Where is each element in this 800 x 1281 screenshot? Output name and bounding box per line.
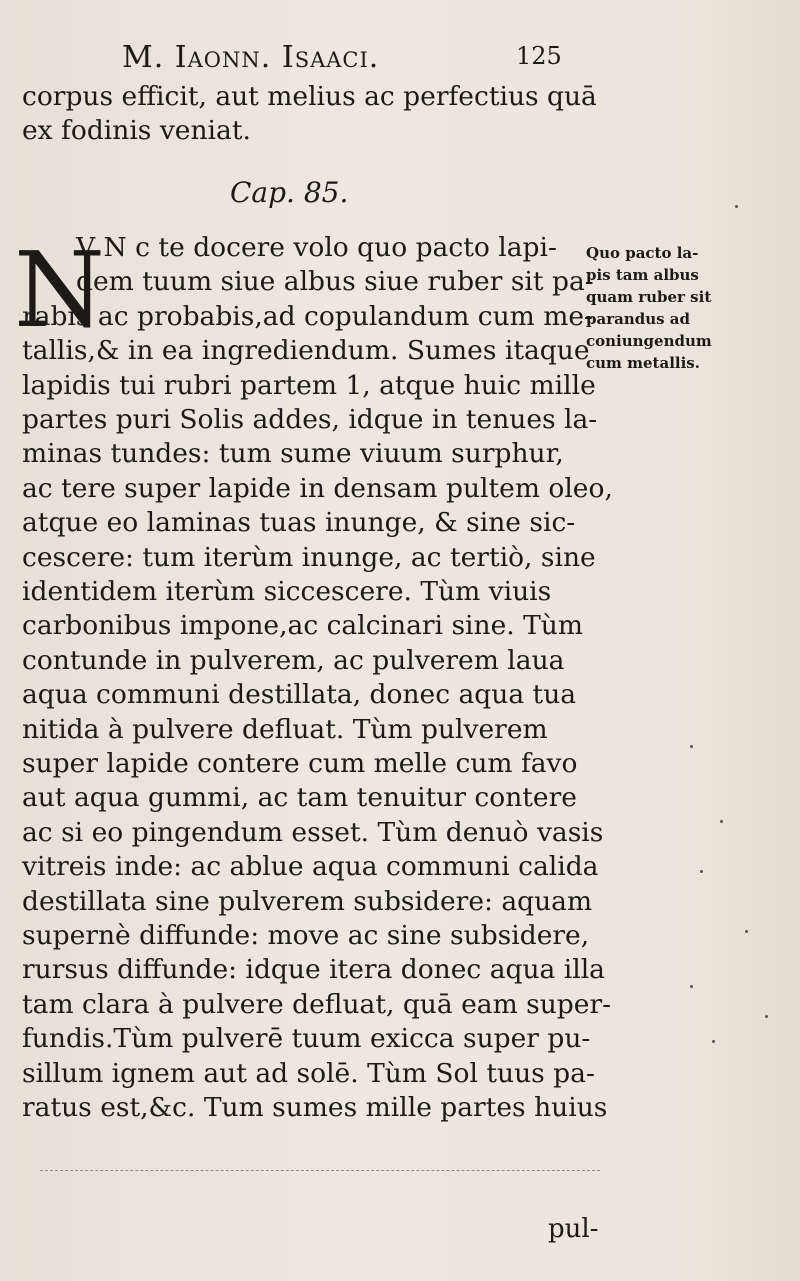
text-line: destillata sine pulverem subsidere: aquam bbox=[22, 885, 593, 917]
text-line: dem tuum siue albus siue ruber sit pa- bbox=[76, 266, 594, 298]
page-bottom-rule bbox=[40, 1170, 600, 1171]
paper-speck bbox=[690, 745, 693, 748]
paper-speck bbox=[700, 870, 703, 873]
text-line: carbonibus impone,ac calcinari sine. Tùm bbox=[22, 610, 583, 642]
text-line: identidem iterùm siccescere. Tùm viuis bbox=[22, 576, 552, 607]
text-line: cescere: tum iterùm inunge, ac tertiò, sine bbox=[22, 541, 596, 573]
margin-note-line: quam ruber sit bbox=[586, 288, 712, 306]
text-line: ex fodinis veniat. bbox=[22, 115, 251, 146]
text-line: partes puri Solis addes, idque in tenues la- bbox=[22, 404, 598, 435]
catchword: pul- bbox=[548, 1214, 599, 1244]
chapter-heading: Cap. 85. bbox=[230, 176, 349, 209]
text-line: aut aqua gummi, ac tam tenuitur contere bbox=[22, 782, 577, 814]
text-line: vitreis inde: ac ablue aqua communi calida bbox=[22, 851, 599, 883]
paper-speck bbox=[690, 985, 693, 988]
paper-speck bbox=[735, 205, 738, 208]
text-line: ac si eo pingendum esset. Tùm denuò vasis bbox=[22, 816, 604, 848]
paper-speck bbox=[745, 930, 748, 933]
text-line: nitida à pulvere defluat. Tùm pulverem bbox=[22, 713, 548, 745]
text-line: V N c te docere volo quo pacto lapi- bbox=[76, 232, 557, 263]
text-line: rursus diffunde: idque itera donec aqua illa bbox=[22, 954, 605, 986]
running-head: M. Iaonn. Isaaci. bbox=[122, 40, 380, 75]
page-number: 125 bbox=[516, 42, 562, 70]
text-line: lapidis tui rubri partem 1, atque huic mille bbox=[22, 369, 596, 401]
text-line: ac tere super lapide in densam pultem oleo, bbox=[22, 472, 613, 504]
page-header bbox=[0, 40, 800, 84]
text-line: fundis.Tùm pulverē tuum exicca super pu- bbox=[22, 1023, 591, 1055]
text-line: super lapide contere cum melle cum favo bbox=[22, 748, 578, 779]
text-line: rabis ac probabis,ad copulandum cum me- bbox=[22, 300, 593, 332]
margin-note-line: cum metallis. bbox=[586, 354, 700, 372]
paper-speck bbox=[720, 820, 723, 823]
margin-note-line: Quo pacto la- bbox=[586, 244, 699, 262]
margin-note-line: coniungendum bbox=[586, 332, 712, 350]
text-line: minas tundes: tum sume viuum surphur, bbox=[22, 438, 564, 470]
text-line: aqua communi destillata, donec aqua tua bbox=[22, 679, 577, 711]
text-line: tam clara à pulvere defluat, quā eam super- bbox=[22, 988, 612, 1020]
text-line: ratus est,&c. Tum sumes mille partes huius bbox=[22, 1092, 608, 1123]
text-line: corpus efficit, aut melius ac perfectius quā bbox=[22, 81, 597, 112]
paper-speck bbox=[712, 1040, 715, 1043]
text-line: atque eo laminas tuas inunge, & sine sic- bbox=[22, 507, 576, 539]
text-line: tallis,& in ea ingrediendum. Sumes itaque bbox=[22, 335, 590, 367]
paper-speck bbox=[765, 1015, 768, 1018]
drop-cap-initial: N bbox=[14, 229, 105, 351]
text-line: supernè diffunde: move ac sine subsidere, bbox=[22, 920, 590, 951]
margin-note-line: pis tam albus bbox=[586, 266, 699, 284]
margin-note-line: parandus ad bbox=[586, 310, 691, 328]
margin-note bbox=[586, 242, 736, 374]
text-line: contunde in pulverem, ac pulverem laua bbox=[22, 644, 565, 676]
text-line: sillum ignem aut ad solē. Tùm Sol tuus pa- bbox=[22, 1057, 595, 1089]
